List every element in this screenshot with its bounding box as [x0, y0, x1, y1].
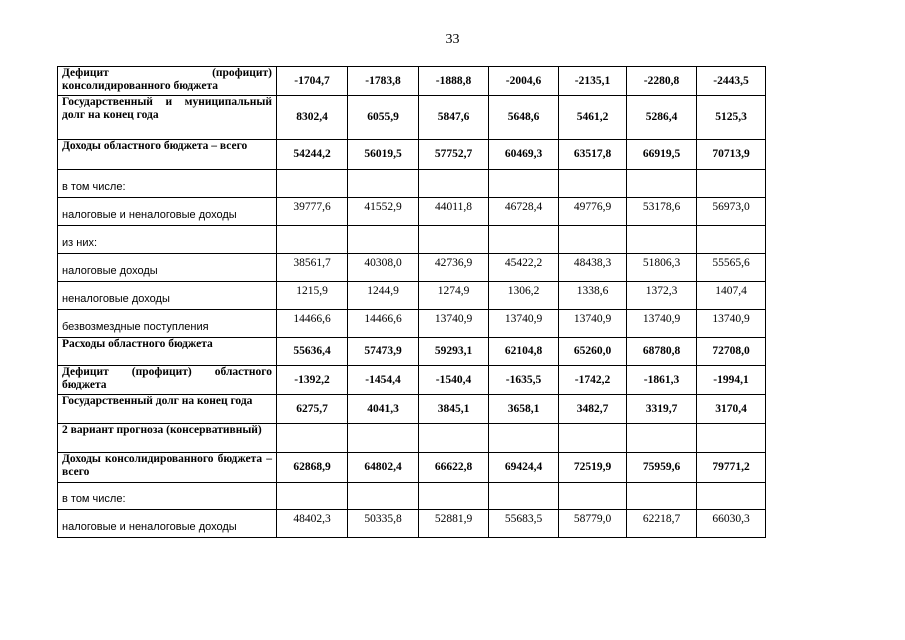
value-cell: 1244,9	[348, 282, 419, 310]
value-cell: 5286,4	[627, 96, 697, 140]
value-cell: 62868,9	[277, 453, 348, 483]
row-label: в том числе:	[58, 483, 277, 510]
table-row	[58, 424, 766, 453]
value-cell	[697, 226, 766, 254]
value-cell	[697, 170, 766, 198]
value-cell: 3845,1	[419, 395, 489, 424]
value-cell	[277, 424, 348, 453]
row-label: налоговые и неналоговые доходы	[58, 510, 277, 538]
value-cell: 66622,8	[419, 453, 489, 483]
value-cell: 1215,9	[277, 282, 348, 310]
value-cell: 57473,9	[348, 338, 419, 366]
value-cell	[559, 483, 627, 510]
value-cell	[419, 424, 489, 453]
value-cell: 13740,9	[697, 310, 766, 338]
value-cell: 53178,6	[627, 198, 697, 226]
value-cell: -1888,8	[419, 67, 489, 96]
row-label: из них:	[58, 226, 277, 254]
row-label: налоговые доходы	[58, 254, 277, 282]
row-label: Государственный долг на конец года	[58, 395, 277, 424]
value-cell: 5461,2	[559, 96, 627, 140]
value-cell	[419, 483, 489, 510]
value-cell	[559, 226, 627, 254]
table-row	[58, 67, 766, 96]
value-cell	[489, 424, 559, 453]
row-label: Расходы областного бюджета	[58, 338, 277, 366]
table-row	[58, 510, 766, 538]
value-cell: 49776,9	[559, 198, 627, 226]
value-cell: 13740,9	[627, 310, 697, 338]
value-cell: 3658,1	[489, 395, 559, 424]
value-cell	[559, 170, 627, 198]
value-cell: 70713,9	[697, 140, 766, 170]
value-cell: 3319,7	[627, 395, 697, 424]
value-cell: -1994,1	[697, 366, 766, 395]
value-cell: 42736,9	[419, 254, 489, 282]
value-cell: 64802,4	[348, 453, 419, 483]
value-cell: 45422,2	[489, 254, 559, 282]
value-cell	[419, 170, 489, 198]
value-cell: 46728,4	[489, 198, 559, 226]
value-cell: -2280,8	[627, 67, 697, 96]
value-cell: 38561,7	[277, 254, 348, 282]
value-cell: 79771,2	[697, 453, 766, 483]
value-cell	[348, 226, 419, 254]
table-row	[58, 453, 766, 483]
value-cell: 3482,7	[559, 395, 627, 424]
value-cell: -1454,4	[348, 366, 419, 395]
table-row	[58, 198, 766, 226]
row-label: Доходы консолидированного бюджета – всего	[58, 453, 277, 483]
row-label: налоговые и неналоговые доходы	[58, 198, 277, 226]
value-cell	[489, 226, 559, 254]
value-cell: 62218,7	[627, 510, 697, 538]
value-cell: 1306,2	[489, 282, 559, 310]
value-cell: -1635,5	[489, 366, 559, 395]
value-cell: 1407,4	[697, 282, 766, 310]
page-number: 33	[445, 32, 460, 47]
value-cell	[697, 483, 766, 510]
value-cell: 68780,8	[627, 338, 697, 366]
row-label: Доходы областного бюджета – всего	[58, 140, 277, 170]
value-cell: 72519,9	[559, 453, 627, 483]
value-cell: 39777,6	[277, 198, 348, 226]
value-cell: 4041,3	[348, 395, 419, 424]
value-cell	[489, 483, 559, 510]
table-row	[58, 310, 766, 338]
table-row	[58, 395, 766, 424]
value-cell: -1392,2	[277, 366, 348, 395]
value-cell: 52881,9	[419, 510, 489, 538]
table-body	[58, 67, 766, 538]
value-cell: 56019,5	[348, 140, 419, 170]
table-row	[58, 366, 766, 395]
value-cell	[697, 424, 766, 453]
value-cell: 14466,6	[348, 310, 419, 338]
row-label: в том числе:	[58, 170, 277, 198]
value-cell: 66919,5	[627, 140, 697, 170]
value-cell: 66030,3	[697, 510, 766, 538]
value-cell: -1540,4	[419, 366, 489, 395]
value-cell: 63517,8	[559, 140, 627, 170]
value-cell	[348, 424, 419, 453]
value-cell: -1861,3	[627, 366, 697, 395]
value-cell: -1704,7	[277, 67, 348, 96]
value-cell: 62104,8	[489, 338, 559, 366]
value-cell: -2004,6	[489, 67, 559, 96]
value-cell	[489, 170, 559, 198]
value-cell: 58779,0	[559, 510, 627, 538]
value-cell: 41552,9	[348, 198, 419, 226]
value-cell: -1783,8	[348, 67, 419, 96]
value-cell: 48438,3	[559, 254, 627, 282]
value-cell	[627, 226, 697, 254]
value-cell	[277, 170, 348, 198]
value-cell: 14466,6	[277, 310, 348, 338]
row-label: Дефицит (профицит) консолидированного бюджета	[58, 67, 277, 96]
value-cell: 40308,0	[348, 254, 419, 282]
value-cell: 13740,9	[419, 310, 489, 338]
value-cell: 5847,6	[419, 96, 489, 140]
value-cell: -1742,2	[559, 366, 627, 395]
table-row	[58, 96, 766, 140]
value-cell: 65260,0	[559, 338, 627, 366]
value-cell: 72708,0	[697, 338, 766, 366]
table-row	[58, 338, 766, 366]
value-cell: 59293,1	[419, 338, 489, 366]
value-cell: -2443,5	[697, 67, 766, 96]
row-label: безвозмездные поступления	[58, 310, 277, 338]
table-row	[58, 226, 766, 254]
value-cell: 44011,8	[419, 198, 489, 226]
value-cell: 6055,9	[348, 96, 419, 140]
value-cell	[419, 226, 489, 254]
value-cell	[277, 483, 348, 510]
value-cell: 54244,2	[277, 140, 348, 170]
row-label: неналоговые доходы	[58, 282, 277, 310]
table-row	[58, 282, 766, 310]
value-cell: 75959,6	[627, 453, 697, 483]
value-cell: 1274,9	[419, 282, 489, 310]
value-cell: 1338,6	[559, 282, 627, 310]
value-cell: 60469,3	[489, 140, 559, 170]
value-cell: 51806,3	[627, 254, 697, 282]
value-cell: 55683,5	[489, 510, 559, 538]
value-cell: 5125,3	[697, 96, 766, 140]
value-cell: 3170,4	[697, 395, 766, 424]
row-label: Государственный и муниципальный долг на конец года	[58, 96, 277, 140]
row-label: Дефицит (профицит) областного бюджета	[58, 366, 277, 395]
value-cell: 55565,6	[697, 254, 766, 282]
value-cell: 1372,3	[627, 282, 697, 310]
value-cell: 5648,6	[489, 96, 559, 140]
value-cell: 57752,7	[419, 140, 489, 170]
value-cell	[627, 483, 697, 510]
value-cell: 8302,4	[277, 96, 348, 140]
value-cell: 48402,3	[277, 510, 348, 538]
value-cell	[627, 170, 697, 198]
value-cell: 13740,9	[559, 310, 627, 338]
budget-forecast-table	[57, 66, 766, 538]
table-row	[58, 140, 766, 170]
table-row	[58, 254, 766, 282]
value-cell: 55636,4	[277, 338, 348, 366]
value-cell	[348, 170, 419, 198]
value-cell: 6275,7	[277, 395, 348, 424]
value-cell: 50335,8	[348, 510, 419, 538]
value-cell	[627, 424, 697, 453]
value-cell: 56973,0	[697, 198, 766, 226]
row-label: 2 вариант прогноза (консервативный)	[58, 424, 277, 453]
value-cell	[559, 424, 627, 453]
value-cell: -2135,1	[559, 67, 627, 96]
value-cell: 69424,4	[489, 453, 559, 483]
value-cell	[277, 226, 348, 254]
table-row	[58, 170, 766, 198]
value-cell: 13740,9	[489, 310, 559, 338]
value-cell	[348, 483, 419, 510]
table-row	[58, 483, 766, 510]
